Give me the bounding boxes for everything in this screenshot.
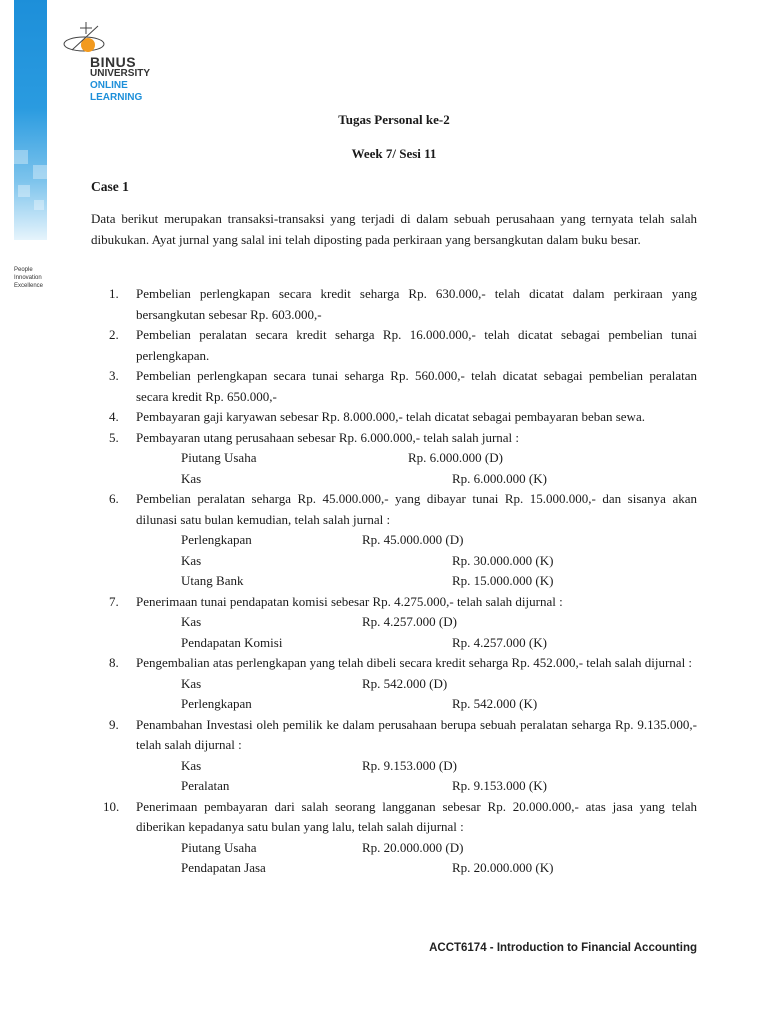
list-item (91, 797, 697, 879)
list-item-number: 4. (109, 409, 119, 424)
journal-debit: Rp. 20.000.000 (D) (362, 839, 464, 855)
journal-account: Peralatan (181, 778, 230, 793)
list-item-text: Pengembalian atas perlengkapan yang telah dibeli secara kredit seharga Rp. 452.000,- telah salah dijurnal : (136, 655, 693, 670)
list-item-text: Pembayaran utang perusahaan sebesar Rp. 6.000.000,- telah salah jurnal : (136, 429, 520, 445)
tagline (14, 266, 43, 290)
logo-learning: LEARNING (90, 92, 143, 103)
journal-account: Utang Bank (181, 573, 244, 588)
journal-credit: Rp. 20.000.000 (K) (452, 860, 554, 875)
journal-entry-row (136, 612, 697, 633)
list-item-text: Penerimaan pembayaran dari salah seorang langganan sebesar Rp. 20.000.000,- atas jasa yang telah diberikan kepadanya satu bulan yang lalu, telah salah dijurnal : (136, 798, 697, 834)
journal-entry-row (136, 756, 697, 777)
journal-entry-row (136, 551, 697, 572)
list-item-number: 3. (109, 368, 119, 383)
journal-debit: Rp. 542.000 (D) (362, 675, 448, 691)
journal-account: Piutang Usaha (181, 839, 257, 855)
journal-credit: Rp. 30.000.000 (K) (452, 552, 554, 568)
list-item-number: 9. (109, 716, 119, 732)
list-item-number: 8. (109, 655, 119, 670)
list-item-text: Penambahan Investasi oleh pemilik ke dalam perusahaan berupa sebuah peralatan seharga Rp. 9.135.000,- telah salah dijurnal : (136, 716, 697, 752)
journal-entry-row (136, 571, 697, 592)
footer-course: ACCT6174 - Introduction to Financial Accounting (429, 942, 697, 954)
list-item-text: Pembelian perlengkapan secara tunai seharga Rp. 560.000,- telah dicatat sebagai pembelian peralatan secara kredit Rp. 650.000,- (136, 368, 697, 404)
list-item-text: Pembelian peralatan secara kredit seharga Rp. 16.000.000,- telah dicatat sebagai pembelian tunai perlengkapan. (136, 327, 697, 363)
logo-online: ONLINE (90, 80, 128, 91)
logo-mark-icon (62, 20, 108, 54)
tagline-line: Innovation (14, 275, 42, 281)
journal-account: Kas (181, 614, 202, 629)
journal-entry-row (136, 633, 697, 654)
journal-entry-row (136, 530, 697, 551)
page-title: Tugas Personal ke-2 (338, 112, 450, 127)
page-subtitle: Week 7/ Sesi 11 (351, 146, 437, 161)
tagline-line: People (14, 267, 33, 273)
journal-account: Pendapatan Jasa (181, 860, 266, 875)
journal-entry-row (136, 448, 697, 469)
journal-entry-row (136, 674, 697, 695)
list-item (91, 653, 697, 715)
journal-account: Perlengkapan (181, 696, 252, 711)
list-item-text: Pembayaran gaji karyawan sebesar Rp. 8.000.000,- telah dicatat sebagai pembayaran beban sewa. (136, 409, 645, 424)
journal-debit: Rp. 6.000.000 (D) (408, 450, 503, 465)
journal-account: Piutang Usaha (181, 450, 257, 465)
list-item-text: Pembelian peralatan seharga Rp. 45.000.000,- yang dibayar tunai Rp. 15.000.000,- dan sisanya akan dilunasi satu bulan kemudian, telah salah jurnal : (136, 491, 697, 527)
journal-account: Kas (181, 675, 202, 691)
journal-entry-row (136, 694, 697, 715)
journal-credit: Rp. 15.000.000 (K) (452, 573, 554, 588)
list-item (91, 489, 697, 592)
journal-credit: Rp. 9.153.000 (K) (452, 778, 547, 793)
list-item-number: 6. (109, 491, 119, 506)
journal-debit: Rp. 9.153.000 (D) (362, 757, 457, 773)
case-heading: Case 1 (91, 179, 129, 194)
list-item (91, 715, 697, 797)
list-item (91, 428, 697, 490)
journal-account: Pendapatan Komisi (181, 634, 283, 650)
intro-paragraph: Data berikut merupakan transaksi-transaksi yang terjadi di dalam sebuah perusahaan yang ternyata telah salah dibukukan. Ayat jurnal yang salal ini telah diposting pada perkiraan yang bersangkutan dalam buku besar. (91, 211, 697, 247)
list-item-number: 7. (109, 593, 119, 609)
tagline-line: Excellence (14, 283, 44, 289)
journal-entry-row (136, 776, 697, 797)
list-item (91, 366, 697, 407)
list-item (91, 284, 697, 325)
journal-entry-row (136, 838, 697, 859)
list-item-number: 10. (103, 798, 120, 814)
journal-entry-row (136, 469, 697, 490)
list-item (91, 407, 697, 428)
journal-debit: Rp. 4.257.000 (D) (362, 614, 457, 629)
logo-brand: BINUS (90, 54, 137, 70)
journal-credit: Rp. 6.000.000 (K) (452, 470, 547, 486)
list-item (91, 592, 697, 654)
list-item (91, 325, 697, 366)
list-item-text: Pembelian perlengkapan secara kredit seharga Rp. 630.000,- telah dicatat dalam perkiraan yang bersangkutan sebesar Rp. 603.000,- (136, 286, 697, 322)
journal-debit: Rp. 45.000.000 (D) (362, 532, 464, 547)
transaction-list (91, 284, 697, 879)
journal-credit: Rp. 542.000 (K) (452, 696, 538, 711)
list-item-number: 1. (109, 286, 119, 301)
journal-credit: Rp. 4.257.000 (K) (452, 634, 547, 650)
binus-logo (60, 18, 170, 108)
journal-account: Kas (181, 552, 202, 568)
logo-university: UNIVERSITY (90, 68, 151, 79)
journal-account: Kas (181, 757, 202, 773)
list-item-number: 2. (109, 327, 119, 342)
journal-account: Perlengkapan (181, 532, 252, 547)
list-item-text: Penerimaan tunai pendapatan komisi sebesar Rp. 4.275.000,- telah salah dijurnal : (136, 593, 563, 609)
journal-account: Kas (181, 470, 202, 486)
journal-entry-row (136, 858, 697, 879)
list-item-number: 5. (109, 429, 119, 445)
